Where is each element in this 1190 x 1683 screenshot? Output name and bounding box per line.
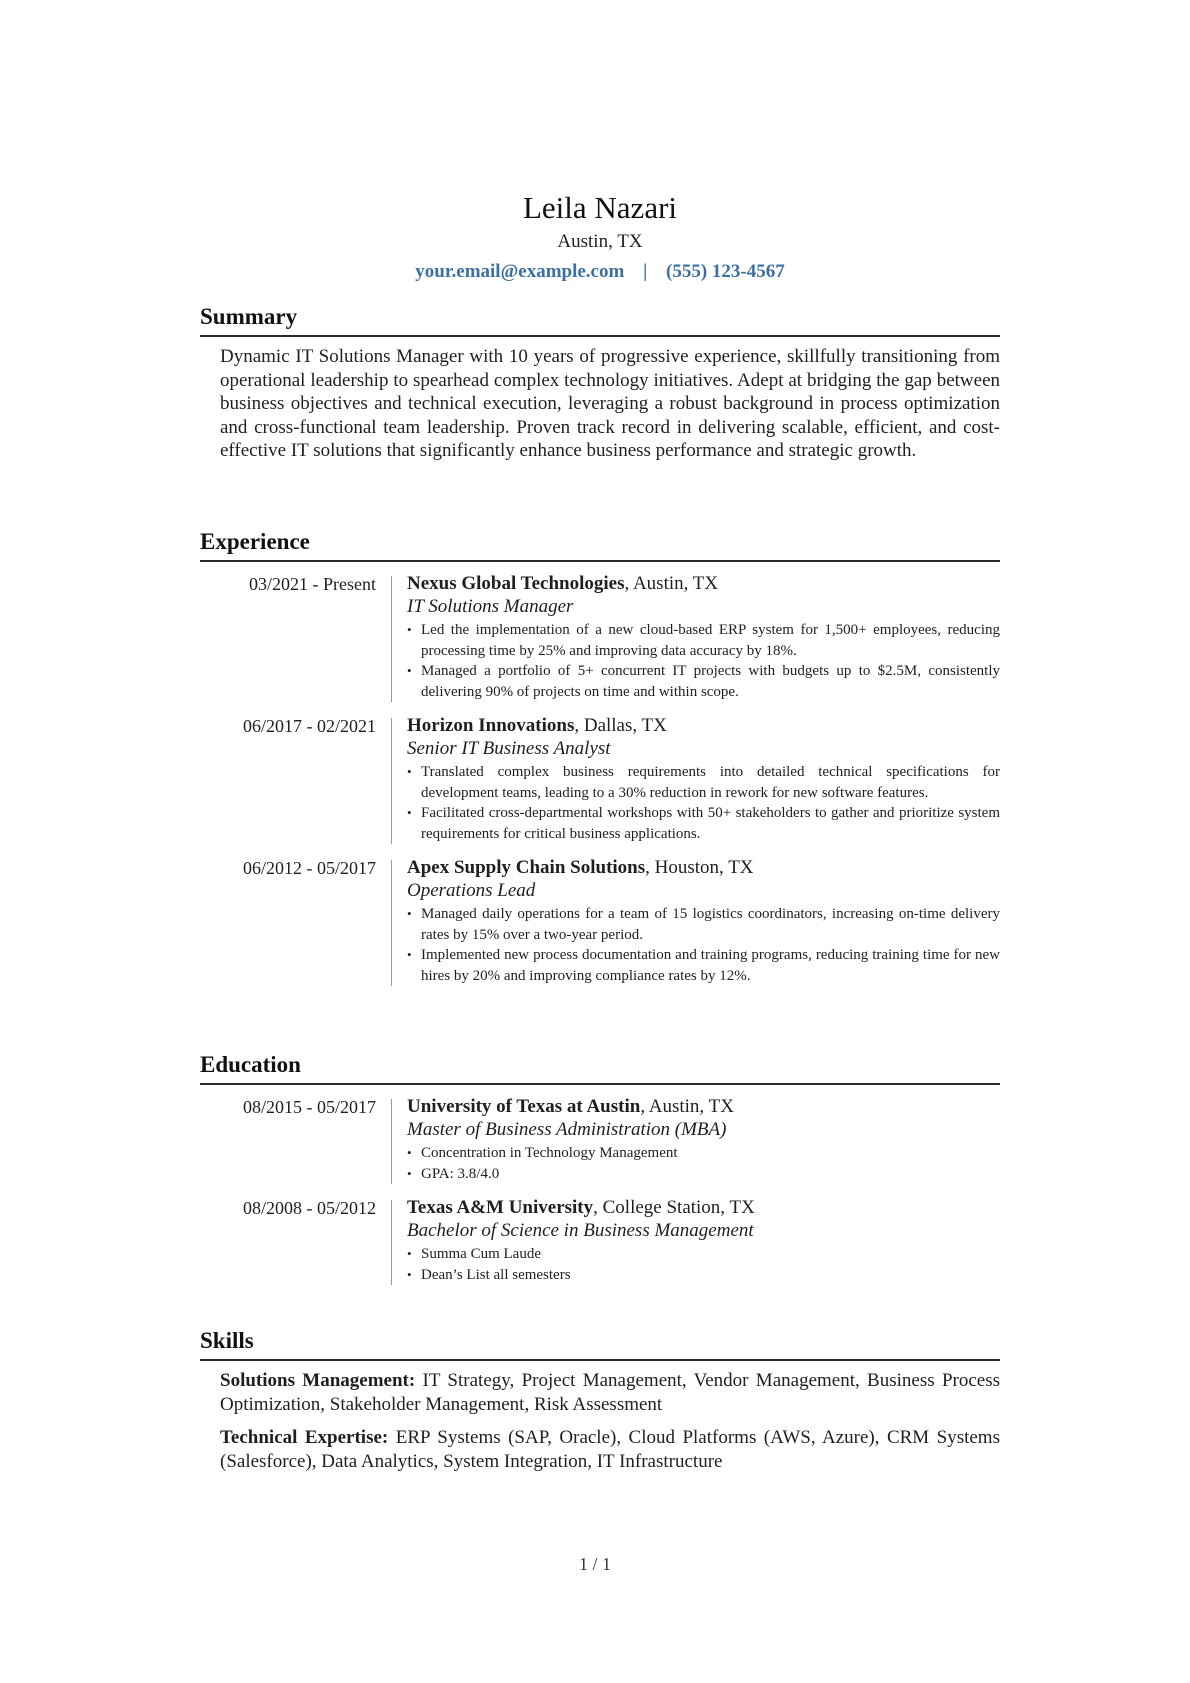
entry-bullets <box>407 1244 1000 1285</box>
section-title-education: Education <box>200 1051 1000 1085</box>
summary-text: Dynamic IT Solutions Manager with 10 years of progressive experience, skillfully transitioning from operational leadership to spearhead complex technology initiatives. Adept at bridging the gap between business objectives and technical execution, leveraging a robust background in process optimization and cross-functional team leadership. Proven track record in delivering scalable, efficient, and cost-effective IT solutions that significantly enhance business performance and strategic growth. <box>220 346 1000 461</box>
entry-organization <box>407 856 1000 879</box>
entry-divider <box>391 718 392 844</box>
entry-bullets <box>407 904 1000 986</box>
candidate-name: Leila Nazari <box>522 190 678 225</box>
entry-divider <box>391 1099 392 1184</box>
entry-organization <box>407 1196 1000 1219</box>
resume-header <box>200 190 1000 284</box>
experience-section <box>200 528 1000 986</box>
bullet-item: • Dean’s List all semesters <box>407 1265 1000 1286</box>
entry-degree: Master of Business Administration (MBA) <box>407 1119 727 1140</box>
section-title-skills: Skills <box>200 1327 1000 1361</box>
entry-organization <box>407 572 1000 595</box>
school-name: Texas A&M University <box>407 1197 594 1218</box>
page-number: 1 / 1 <box>578 1554 611 1574</box>
org-location: , Austin, TX <box>624 573 719 594</box>
school-location: , Austin, TX <box>640 1096 734 1117</box>
education-section <box>200 1051 1000 1285</box>
entry-date: 08/2008 - 05/2012 <box>243 1198 376 1218</box>
entry-divider <box>391 576 392 702</box>
entry-date: 08/2015 - 05/2017 <box>243 1097 376 1117</box>
bullet-item: • GPA: 3.8/4.0 <box>407 1164 1000 1185</box>
bullet-item: • Facilitated cross-departmental workshops with 50+ stakeholders to gather and prioritize system requirements for critical business applications. <box>407 803 1000 844</box>
skill-text: ERP Systems (SAP, Oracle), Cloud Platforms (AWS, Azure), CRM Systems (Salesforce), Data Analytics, System Integration, IT Infrastructure <box>220 1427 1000 1472</box>
bullet-item: • Led the implementation of a new cloud-based ERP system for 1,500+ employees, reducing processing time by 25% and improving data accuracy by 18%. <box>407 620 1000 661</box>
experience-entry <box>200 572 1000 702</box>
entry-role: Operations Lead <box>407 880 536 901</box>
bullet-item: • Managed a portfolio of 5+ concurrent IT projects with budgets up to $2.5M, consistently delivering 90% of projects on time and within scope. <box>407 661 1000 702</box>
contact-separator: | <box>643 261 648 282</box>
summary-section <box>200 303 1000 463</box>
phone-link[interactable]: (555) 123-4567 <box>666 261 785 282</box>
bullet-item: • Translated complex business requirements into detailed technical specifications for development teams, leading to a 30% reduction in rework for new software features. <box>407 762 1000 803</box>
entry-role: Senior IT Business Analyst <box>407 738 611 759</box>
bullet-item: • Implemented new process documentation and training programs, reducing training time for new hires by 20% and improving compliance rates by 12%. <box>407 945 1000 986</box>
entry-bullets <box>407 620 1000 702</box>
skill-group <box>220 1369 1000 1416</box>
skill-group <box>220 1426 1000 1473</box>
entry-bullets <box>407 762 1000 844</box>
education-entry <box>200 1095 1000 1184</box>
entry-divider <box>391 860 392 986</box>
section-title-experience: Experience <box>200 528 1000 562</box>
entry-date: 06/2012 - 05/2017 <box>243 858 376 878</box>
entry-organization <box>407 714 1000 737</box>
entry-divider <box>391 1200 392 1285</box>
entry-degree: Bachelor of Science in Business Management <box>407 1220 754 1241</box>
contact-line <box>200 260 1000 284</box>
bullet-item: • Summa Cum Laude <box>407 1244 1000 1265</box>
skill-label: Solutions Management: <box>220 1370 416 1391</box>
org-name: Apex Supply Chain Solutions <box>407 857 646 878</box>
entry-date: 03/2021 - Present <box>249 574 376 594</box>
entry-date: 06/2017 - 02/2021 <box>243 716 376 736</box>
entry-role: IT Solutions Manager <box>407 596 574 617</box>
bullet-item: • Concentration in Technology Management <box>407 1143 1000 1164</box>
entry-organization <box>407 1095 1000 1118</box>
org-location: , Houston, TX <box>645 857 754 878</box>
org-name: Horizon Innovations <box>407 715 575 736</box>
email-link[interactable]: your.email@example.com <box>415 261 625 282</box>
education-entry <box>200 1196 1000 1285</box>
org-name: Nexus Global Technologies <box>407 573 625 594</box>
skill-label: Technical Expertise: <box>220 1427 389 1448</box>
skill-text: IT Strategy, Project Management, Vendor Management, Business Process Optimization, Stakeholder Management, Risk Assessment <box>220 1370 1000 1415</box>
school-location: , College Station, TX <box>593 1197 755 1218</box>
org-location: , Dallas, TX <box>574 715 667 736</box>
entry-bullets <box>407 1143 1000 1184</box>
experience-entry <box>200 856 1000 986</box>
skills-section <box>200 1327 1000 1473</box>
section-title-summary: Summary <box>200 303 1000 337</box>
school-name: University of Texas at Austin <box>407 1096 641 1117</box>
experience-entry <box>200 714 1000 844</box>
bullet-item: • Managed daily operations for a team of 15 logistics coordinators, increasing on-time delivery rates by 15% over a two-year period. <box>407 904 1000 945</box>
candidate-location: Austin, TX <box>557 231 643 252</box>
